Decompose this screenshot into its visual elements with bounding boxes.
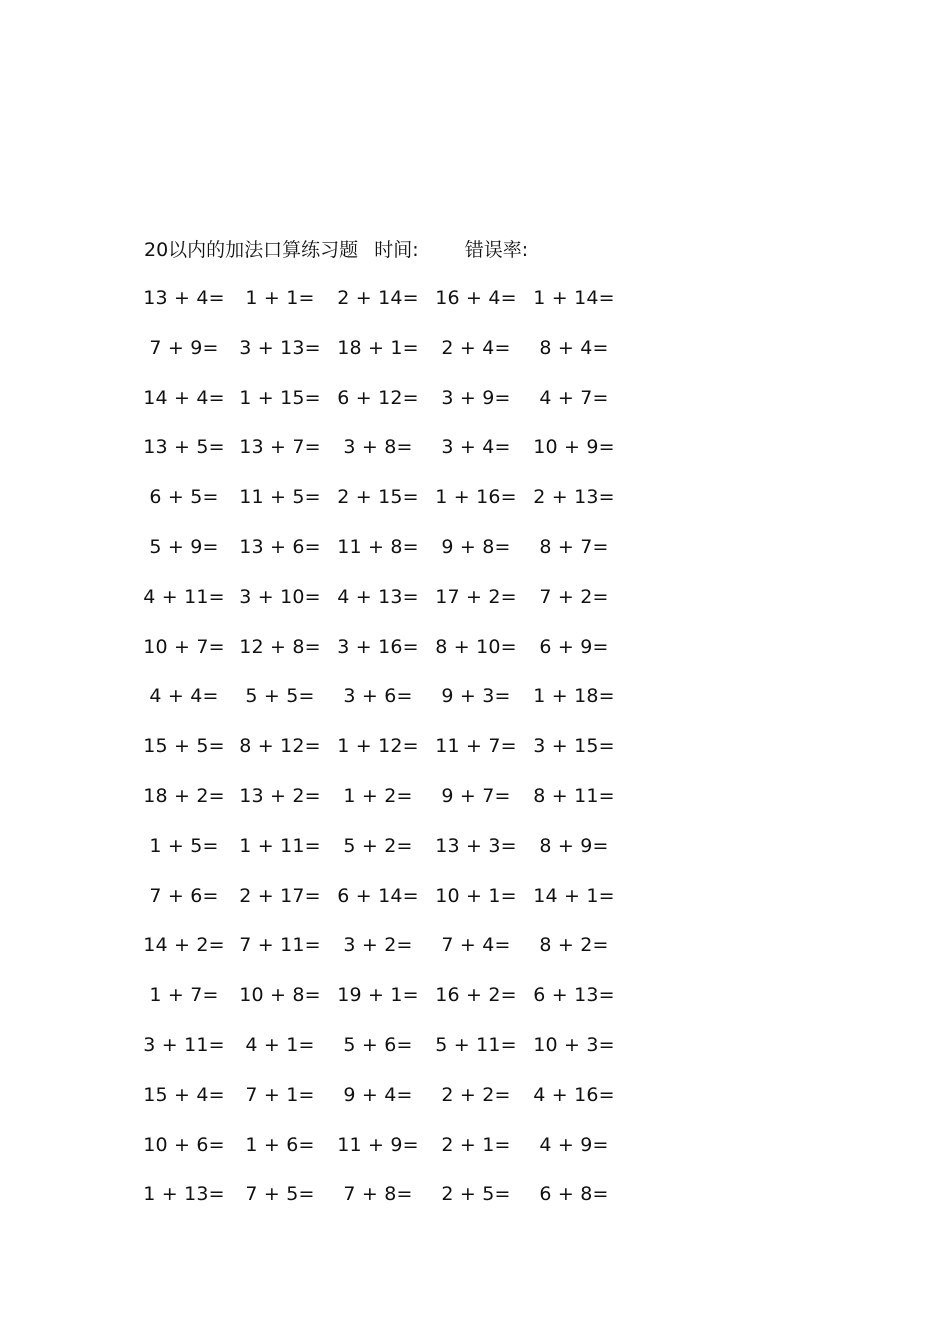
math-problem: 1 + 15= — [239, 386, 321, 409]
math-problem: 8 + 2= — [539, 934, 609, 957]
math-problem: 1 + 13= — [143, 1183, 225, 1206]
math-problem: 8 + 7= — [539, 535, 609, 558]
math-problem: 10 + 7= — [143, 635, 225, 658]
math-problem: 11 + 9= — [337, 1133, 419, 1156]
math-problem: 4 + 11= — [143, 585, 225, 608]
math-problem: 1 + 1= — [245, 287, 315, 309]
math-problem: 7 + 8= — [343, 1183, 413, 1206]
math-problem: 4 + 4= — [149, 685, 219, 708]
math-problem: 10 + 3= — [533, 1033, 615, 1056]
math-problem: 18 + 2= — [143, 784, 225, 807]
problem-row — [0, 382, 700, 432]
math-problem: 6 + 12= — [337, 386, 419, 409]
math-problem: 13 + 3= — [435, 834, 517, 857]
math-problem: 1 + 6= — [245, 1133, 315, 1156]
math-problem: 8 + 12= — [239, 735, 321, 758]
math-problem: 1 + 5= — [149, 834, 219, 857]
math-problem: 12 + 8= — [239, 635, 321, 658]
problem-row — [0, 1079, 700, 1129]
worksheet-title: 20以内的加法口算练习题 — [144, 239, 359, 261]
math-problem: 7 + 1= — [245, 1083, 315, 1106]
problem-row — [0, 929, 700, 979]
math-problem: 1 + 12= — [337, 735, 419, 758]
math-problem: 3 + 9= — [441, 386, 511, 409]
problem-row — [0, 581, 700, 631]
math-problem: 16 + 2= — [435, 984, 517, 1007]
problem-row — [0, 780, 700, 830]
math-problem: 6 + 5= — [149, 486, 219, 509]
math-problem: 3 + 16= — [337, 635, 419, 658]
math-problem: 10 + 1= — [435, 884, 517, 907]
math-problem: 2 + 5= — [441, 1183, 511, 1206]
math-problem: 6 + 14= — [337, 884, 419, 907]
math-problem: 6 + 8= — [539, 1183, 609, 1206]
math-problem: 1 + 18= — [533, 685, 615, 708]
math-problem: 13 + 2= — [239, 784, 321, 807]
math-problem: 7 + 5= — [245, 1183, 315, 1206]
math-problem: 9 + 4= — [343, 1083, 413, 1106]
problem-row — [0, 1178, 700, 1228]
math-problem: 5 + 9= — [149, 535, 219, 558]
problem-row — [0, 1129, 700, 1179]
math-problem: 14 + 2= — [143, 934, 225, 957]
problem-row — [0, 880, 700, 930]
math-problem: 3 + 4= — [441, 436, 511, 459]
math-problem: 3 + 11= — [143, 1033, 225, 1056]
problem-row — [0, 979, 700, 1029]
problem-row — [0, 1029, 700, 1079]
problem-row — [0, 282, 700, 332]
math-problem: 7 + 9= — [149, 336, 219, 359]
math-problem: 3 + 8= — [343, 436, 413, 459]
math-problem: 3 + 6= — [343, 685, 413, 708]
math-problem: 2 + 15= — [337, 486, 419, 509]
math-problem: 18 + 1= — [337, 336, 419, 359]
math-problem: 4 + 9= — [539, 1133, 609, 1156]
math-problem: 14 + 1= — [533, 884, 615, 907]
math-problem: 3 + 2= — [343, 934, 413, 957]
math-problem: 4 + 1= — [245, 1033, 315, 1056]
math-problem: 8 + 11= — [533, 784, 615, 807]
math-problem: 4 + 13= — [337, 585, 419, 608]
math-problem: 2 + 13= — [533, 486, 615, 509]
math-problem: 1 + 11= — [239, 834, 321, 857]
math-problem: 8 + 4= — [539, 336, 609, 359]
math-problem: 13 + 7= — [239, 436, 321, 459]
math-problem: 3 + 10= — [239, 585, 321, 608]
math-problem: 10 + 8= — [239, 984, 321, 1007]
math-problem: 15 + 4= — [143, 1083, 225, 1106]
error-rate-label: 错误率: — [464, 239, 529, 261]
problem-row — [0, 730, 700, 780]
math-problem: 7 + 6= — [149, 884, 219, 907]
math-problem: 13 + 5= — [143, 436, 225, 459]
math-problem: 19 + 1= — [337, 984, 419, 1007]
math-problem: 10 + 9= — [533, 436, 615, 459]
math-problem: 11 + 7= — [435, 735, 517, 758]
math-problem: 5 + 11= — [435, 1033, 517, 1056]
math-problem: 2 + 4= — [441, 336, 511, 359]
math-problem: 8 + 9= — [539, 834, 609, 857]
math-problem: 1 + 7= — [149, 984, 219, 1007]
math-problem: 2 + 17= — [239, 884, 321, 907]
problem-row — [0, 631, 700, 681]
math-problem: 3 + 13= — [239, 336, 321, 359]
math-problem: 6 + 9= — [539, 635, 609, 658]
math-problem: 9 + 8= — [441, 535, 511, 558]
math-problem: 2 + 2= — [441, 1083, 511, 1106]
math-problem: 8 + 10= — [435, 635, 517, 658]
problem-row — [0, 531, 700, 581]
math-problem: 10 + 6= — [143, 1133, 225, 1156]
math-problem: 5 + 6= — [343, 1033, 413, 1056]
math-problem: 2 + 1= — [441, 1133, 511, 1156]
math-problem: 5 + 2= — [343, 834, 413, 857]
math-problem: 13 + 4= — [143, 287, 225, 309]
math-problem: 17 + 2= — [435, 585, 517, 608]
math-problem: 5 + 5= — [245, 685, 315, 708]
math-problem: 7 + 2= — [539, 585, 609, 608]
time-label: 时间: — [374, 239, 419, 261]
math-problem: 3 + 15= — [533, 735, 615, 758]
problem-row — [0, 830, 700, 880]
math-problem: 7 + 11= — [239, 934, 321, 957]
math-problem: 11 + 5= — [239, 486, 321, 509]
problem-grid — [0, 282, 700, 1228]
math-problem: 9 + 7= — [441, 784, 511, 807]
math-problem: 6 + 13= — [533, 984, 615, 1007]
math-problem: 13 + 6= — [239, 535, 321, 558]
math-problem: 1 + 2= — [343, 784, 413, 807]
problem-row — [0, 481, 700, 531]
math-problem: 4 + 7= — [539, 386, 609, 409]
math-problem: 11 + 8= — [337, 535, 419, 558]
math-problem: 1 + 14= — [533, 287, 615, 309]
math-problem: 7 + 4= — [441, 934, 511, 957]
problem-row — [0, 332, 700, 382]
math-problem: 1 + 16= — [435, 486, 517, 509]
worksheet-header — [144, 236, 528, 264]
math-problem: 9 + 3= — [441, 685, 511, 708]
math-problem: 2 + 14= — [337, 287, 419, 309]
math-problem: 15 + 5= — [143, 735, 225, 758]
math-problem: 14 + 4= — [143, 386, 225, 409]
problem-row — [0, 431, 700, 481]
problem-row — [0, 680, 700, 730]
math-problem: 4 + 16= — [533, 1083, 615, 1106]
math-problem: 16 + 4= — [435, 287, 517, 309]
